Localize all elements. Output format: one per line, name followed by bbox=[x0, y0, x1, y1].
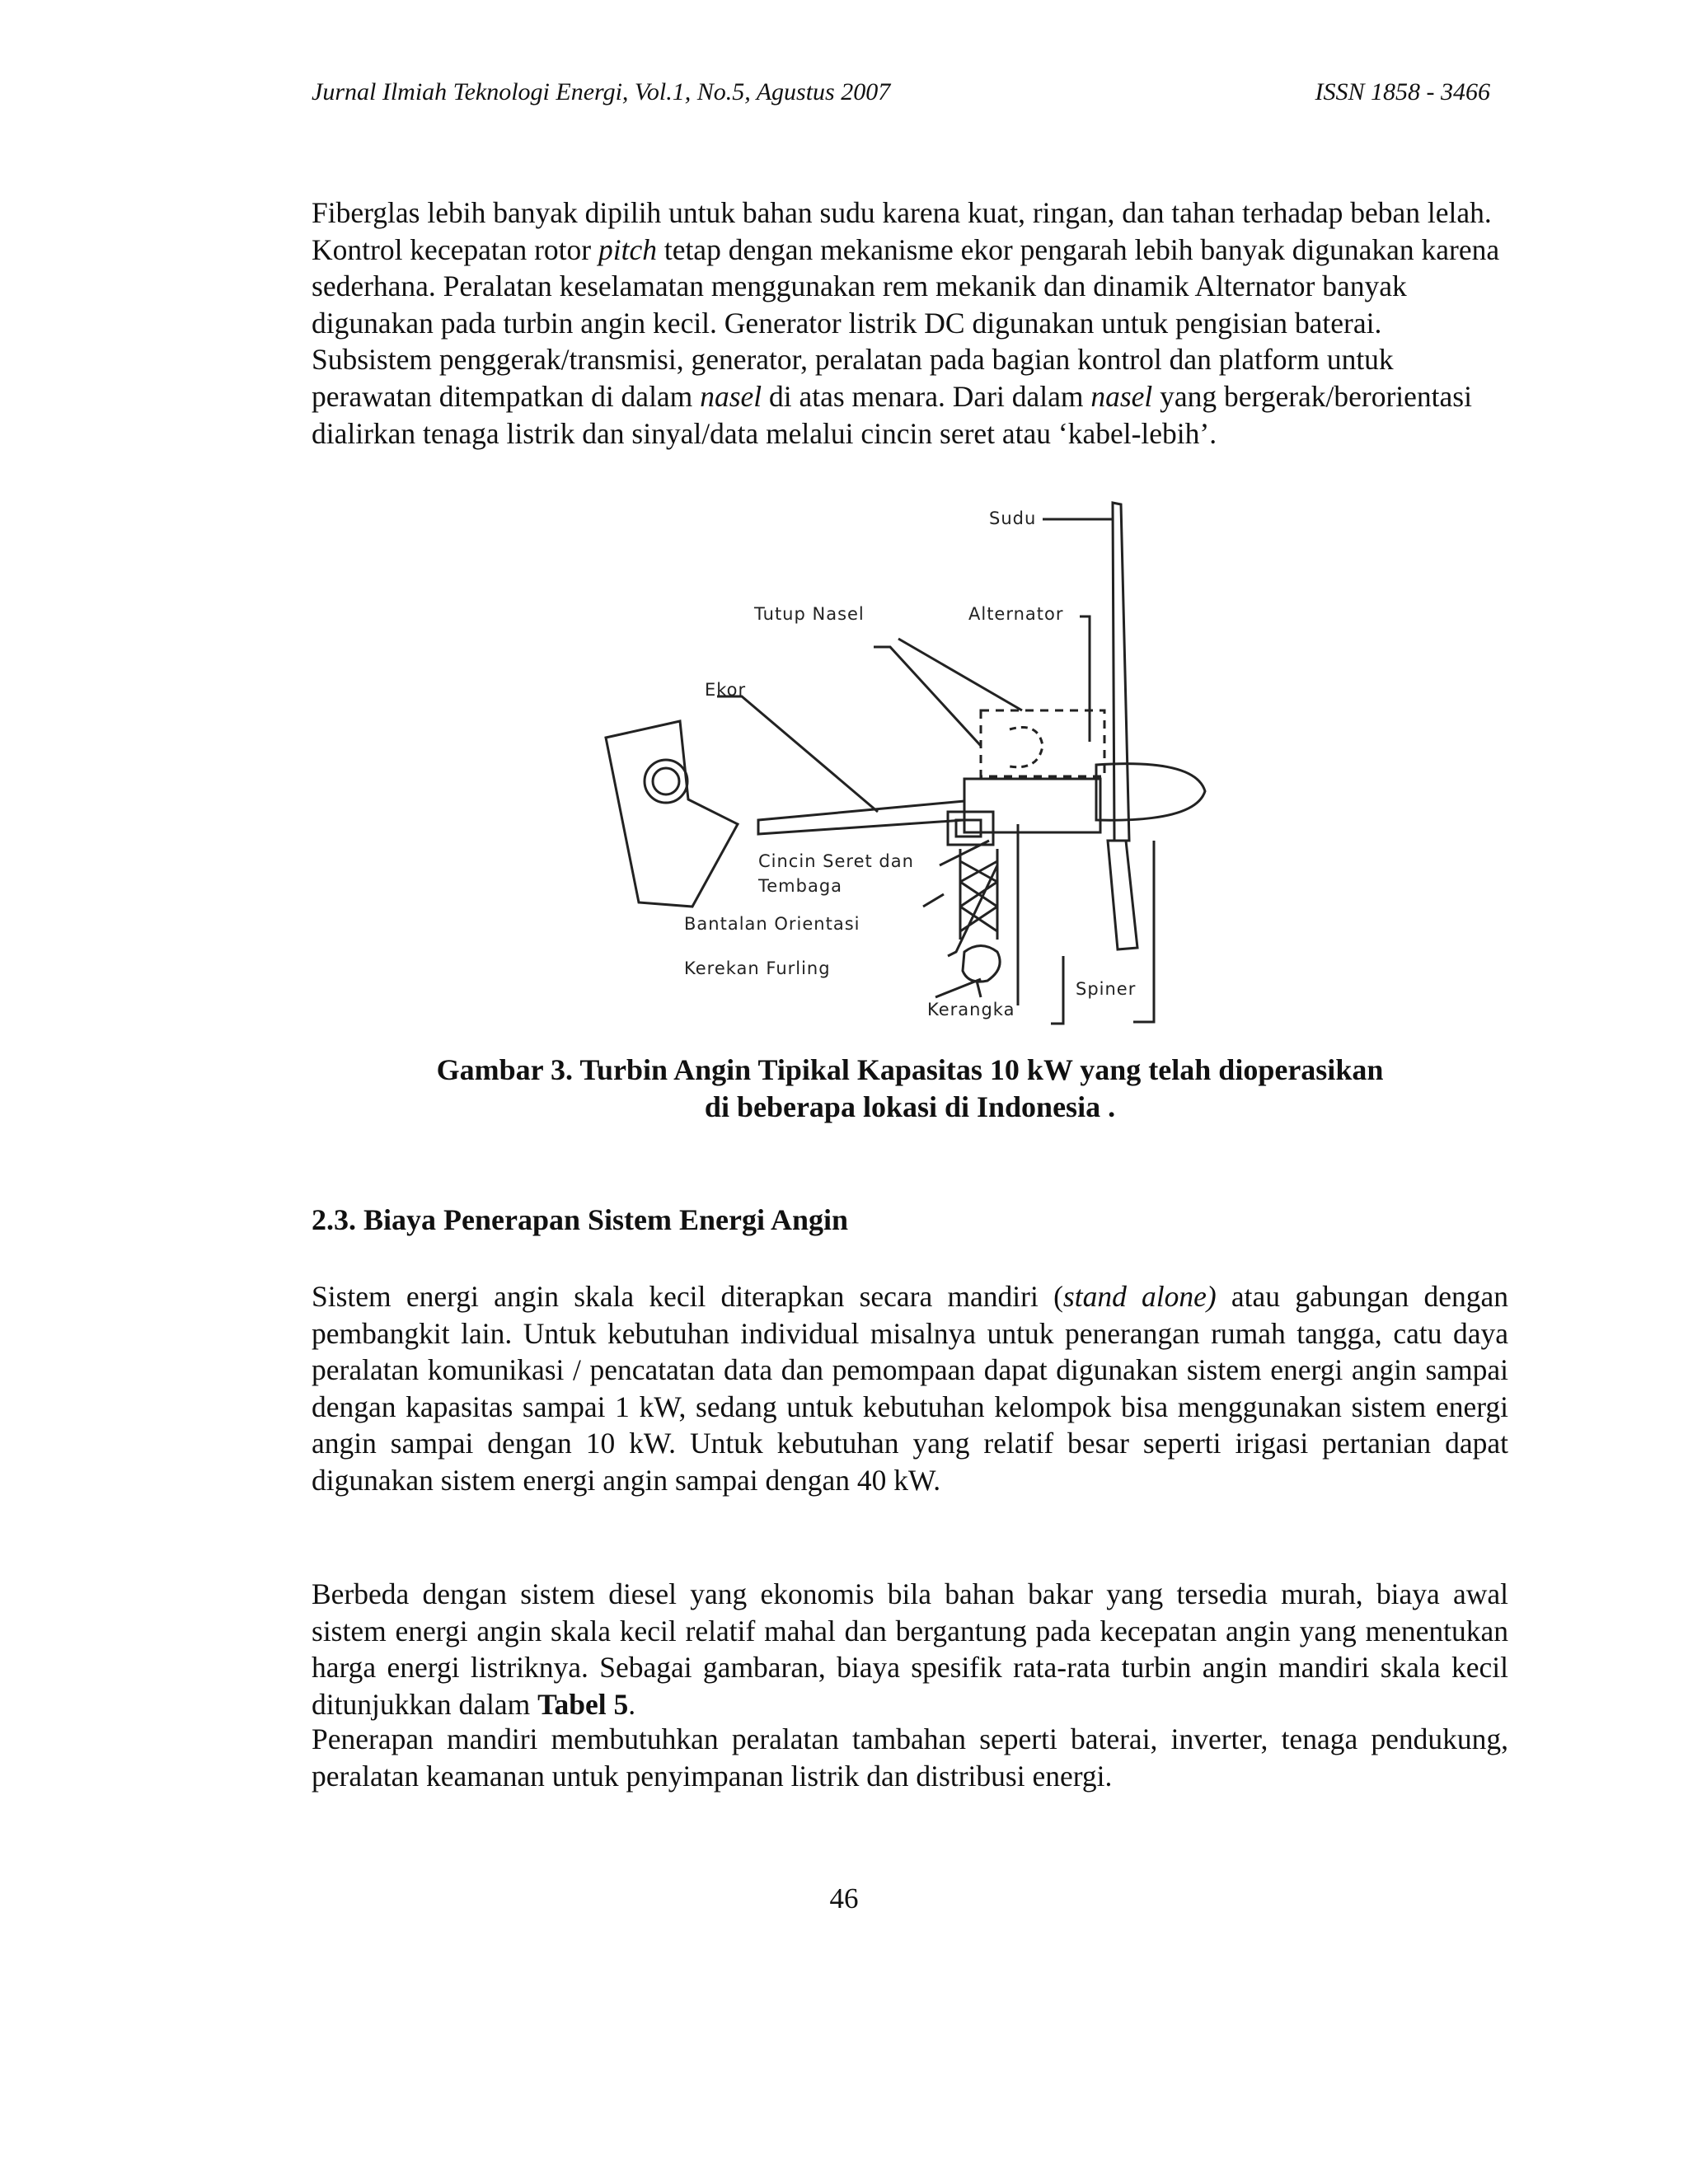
page-number: 46 bbox=[829, 1882, 859, 1915]
label-tembaga: Tembaga bbox=[758, 876, 843, 896]
wind-turbine-figure bbox=[593, 494, 1220, 1038]
tail-fin bbox=[606, 721, 738, 907]
label-bantalan-orientasi: Bantalan Orientasi bbox=[684, 914, 860, 934]
italic-term: nasel bbox=[1090, 379, 1153, 413]
label-kerekan-furling: Kerekan Furling bbox=[684, 958, 831, 978]
caption-line-2: di beberapa lokasi di Indonesia . bbox=[704, 1090, 1116, 1123]
paragraph-3: Berbeda dengan sistem diesel yang ekonomis bila bahan bakar yang tersedia murah, biaya awal sistem energi angin skala kecil relatif mahal dan bergantung pada kecepatan angin yang menentukan harga energi listriknya. Sebagai gambaran, biaya spesifik rata-rata turbin angin mandiri skala kecil ditunjukkan dalam Tabel 5. bbox=[312, 1577, 1508, 1721]
spinner bbox=[1096, 764, 1205, 821]
label-ekor: Ekor bbox=[705, 680, 747, 700]
italic-term: nasel bbox=[700, 379, 762, 413]
italic-term: pitch bbox=[598, 232, 657, 266]
blade bbox=[1113, 503, 1129, 841]
label-tutup-nasel: Tutup Nasel bbox=[754, 604, 865, 624]
tower bbox=[960, 849, 997, 940]
caption-line-1: Gambar 3. Turbin Angin Tipikal Kapasitas 10 kW yang telah dioperasikan bbox=[436, 1053, 1384, 1086]
label-kerangka: Kerangka bbox=[927, 1000, 1015, 1019]
paragraph-4: Penerapan mandiri membutuhkan peralatan tambahan seperti baterai, inverter, tenaga pendukung, peralatan keamanan untuk penyimpanan listrik dan distribusi energi. bbox=[312, 1722, 1508, 1793]
figure-caption bbox=[312, 1052, 1508, 1126]
label-alternator: Alternator bbox=[968, 604, 1064, 624]
paragraph-1: Fiberglas lebih banyak dipilih untuk bahan sudu karena kuat, ringan, dan tahan terhadap beban lelah. Kontrol kecepatan rotor pitch tetap dengan mekanisme ekor pengarah lebih banyak digunakan karena sederhana. Peralatan keselamatan menggunakan rem mekanik dan dinamik Alternator banyak digunakan pada turbin angin kecil. Generator listrik DC digunakan untuk pengisian baterai. Subsistem penggerak/transmisi, generator, peralatan pada bagian kontrol dan platform untuk perawatan ditempatkan di dalam nasel di atas menara. Dari dalam nasel yang bergerak/berorientasi dialirkan tenaga listrik dan sinyal/data melalui cincin seret atau ‘kabel-lebih’. bbox=[312, 196, 1500, 450]
issn: ISSN 1858 - 3466 bbox=[1315, 78, 1490, 105]
italic-term: stand alone) bbox=[1062, 1280, 1217, 1313]
label-cincin-seret: Cincin Seret dan bbox=[758, 851, 914, 871]
label-spiner: Spiner bbox=[1076, 979, 1137, 999]
section-heading: 2.3. Biaya Penerapan Sistem Energi Angin bbox=[312, 1203, 849, 1236]
wind-turbine-diagram bbox=[593, 494, 1220, 1038]
journal-title: Jurnal Ilmiah Teknologi Energi, Vol.1, No.5, Agustus 2007 bbox=[312, 78, 891, 105]
tail-ring bbox=[645, 760, 687, 803]
table-reference: Tabel 5 bbox=[537, 1687, 629, 1721]
paragraph-2: Sistem energi angin skala kecil diterapkan secara mandiri (stand alone) atau gabungan dengan pembangkit lain. Untuk kebutuhan individual misalnya untuk penerangan rumah tangga, catu daya peralatan komunikasi / pencatatan data dan pemompaan dapat digunakan sistem energi angin sampai dengan kapasitas sampai 1 kW, sedang untuk kebutuhan kelompok bisa menggunakan sistem energi angin sampai dengan 10 kW. Untuk kebutuhan yang relatif besar seperti irigasi pertanian dapat digunakan sistem energi angin sampai dengan 40 kW. bbox=[312, 1280, 1508, 1497]
furling-winch bbox=[963, 946, 1000, 982]
nacelle bbox=[964, 779, 1100, 832]
label-sudu: Sudu bbox=[989, 509, 1037, 528]
tail-boom bbox=[758, 801, 964, 834]
blade-lower bbox=[1108, 841, 1137, 949]
